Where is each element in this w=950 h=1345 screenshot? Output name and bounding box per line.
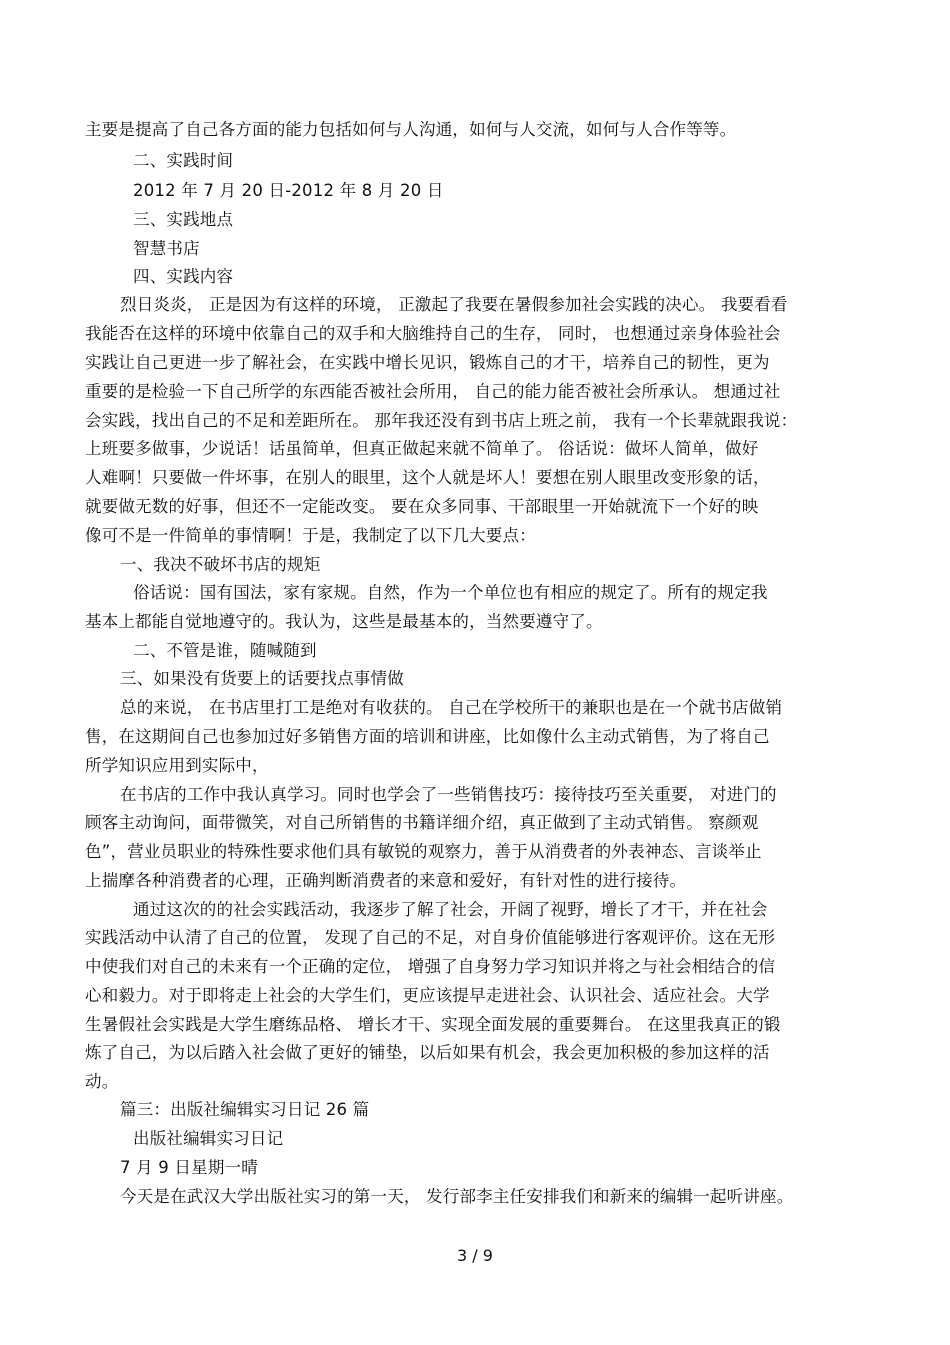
text-line: 会实践，找出自己的不足和差距所在。 那年我还没有到书店上班之前， 我有一个长辈就跟我说： bbox=[85, 411, 798, 430]
section-heading: 一、我决不破坏书店的规矩 bbox=[120, 555, 321, 574]
text-line: 售，在这期间自己也参加过好多销售方面的培训和讲座，比如像什么主动式销售，为了将自己 bbox=[85, 727, 770, 746]
text-line: 俗话说：国有国法，家有家规。自然，作为一个单位也有相应的规定了。所有的规定我 bbox=[133, 583, 768, 602]
text-line: 所学知识应用到实际中， bbox=[85, 756, 269, 775]
text-line: 实践活动中认清了自己的位置， 发现了自己的不足，对自身价值能够进行客观评价。这在无形 bbox=[85, 928, 776, 947]
text-line: 2012 年 7 月 20 日-2012 年 8 月 20 日 bbox=[133, 181, 444, 200]
text-line: 在书店的工作中我认真学习。同时也学会了一些销售技巧：接待技巧至关重要， 对进门的 bbox=[120, 785, 777, 804]
section-heading: 二、不管是谁，随喊随到 bbox=[133, 641, 317, 660]
text-line: 通过这次的的社会实践活动，我逐步了解了社会，开阔了视野，增长了才干，并在社会 bbox=[133, 900, 768, 919]
text-line: 炼了自己，为以后踏入社会做了更好的铺垫，以后如果有机会，我会更加积极的参加这样的活 bbox=[85, 1043, 770, 1062]
section-heading: 篇三：出版社编辑实习日记 26 篇 bbox=[120, 1100, 370, 1119]
text-line: 上揣摩各种消费者的心理，正确判断消费者的来意和爱好，有针对性的进行接待。 bbox=[85, 871, 687, 890]
text-line: 烈日炎炎， 正是因为有这样的环境， 正激起了我要在暑假参加社会实践的决心。 我要看看 bbox=[120, 295, 788, 314]
text-line: 实践让自己更进一步了解社会，在实践中增长见识，锻炼自己的才干，培养自己的韧性，更为 bbox=[85, 353, 770, 372]
text-line: 今天是在武汉大学出版社实习的第一天， 发行部李主任安排我们和新来的编辑一起听讲座。 bbox=[120, 1187, 794, 1206]
text-line: 重要的是检验一下自己所学的东西能否被社会所用， 自己的能力能否被社会所承认。 想通过社 bbox=[85, 382, 781, 401]
text-line: 中使我们对自己的未来有一个正确的定位， 增强了自身努力学习知识并将之与社会相结合的信 bbox=[85, 957, 776, 976]
section-heading: 三、如果没有货要上的话要找点事情做 bbox=[120, 669, 404, 688]
text-line: 我能否在这样的环境中依靠自己的双手和大脑维持自己的生存， 同时， 也想通过亲身体验社会 bbox=[85, 324, 781, 343]
text-line: 就要做无数的好事，但还不一定能改变。 要在众多同事、干部眼里一开始就流下一个好的映 bbox=[85, 497, 759, 516]
section-heading: 二、实践时间 bbox=[133, 151, 234, 170]
text-line: 顾客主动询问，面带微笑，对自己所销售的书籍详细介绍，真正做到了主动式销售。 察颜观 bbox=[85, 813, 759, 832]
text-line: 心和毅力。对于即将走上社会的大学生们，更应该提早走进社会、认识社会、适应社会。大学 bbox=[85, 986, 770, 1005]
page-number: 3 / 9 bbox=[457, 1246, 493, 1265]
text-line: 动。 bbox=[85, 1072, 119, 1091]
section-heading: 三、实践地点 bbox=[133, 210, 234, 229]
text-line: 基本上都能自觉地遵守的。我认为，这些是最基本的，当然要遵守了。 bbox=[85, 612, 603, 631]
text-line: 上班要多做事，少说话！话虽简单，但真正做起来就不简单了。 俗话说：做坏人简单，做好 bbox=[85, 439, 759, 458]
text-line: 出版社编辑实习日记 bbox=[133, 1129, 284, 1148]
text-line: 总的来说， 在书店里打工是绝对有收获的。 自己在学校所干的兼职也是在一个就书店做销 bbox=[120, 698, 783, 717]
text-line: 主要是提高了自己各方面的能力包括如何与人沟通，如何与人交流，如何与人合作等等。 bbox=[85, 120, 737, 139]
text-line: 智慧书店 bbox=[133, 239, 200, 258]
text-line: 7 月 9 日星期一晴 bbox=[120, 1158, 258, 1177]
text-line: 像可不是一件简单的事情啊！于是，我制定了以下几大要点： bbox=[85, 526, 536, 545]
text-line: 人难啊！只要做一件坏事，在别人的眼里，这个人就是坏人！要想在别人眼里改变形象的话， bbox=[85, 468, 770, 487]
text-line: 色”，营业员职业的特殊性要求他们具有敏锐的观察力，善于从消费者的外表神态、言谈举止 bbox=[85, 842, 762, 861]
section-heading: 四、实践内容 bbox=[133, 267, 234, 286]
text-line: 生暑假社会实践是大学生磨练品格、 增长才干、实现全面发展的重要舞台。 在这里我真正的锻 bbox=[85, 1015, 781, 1034]
